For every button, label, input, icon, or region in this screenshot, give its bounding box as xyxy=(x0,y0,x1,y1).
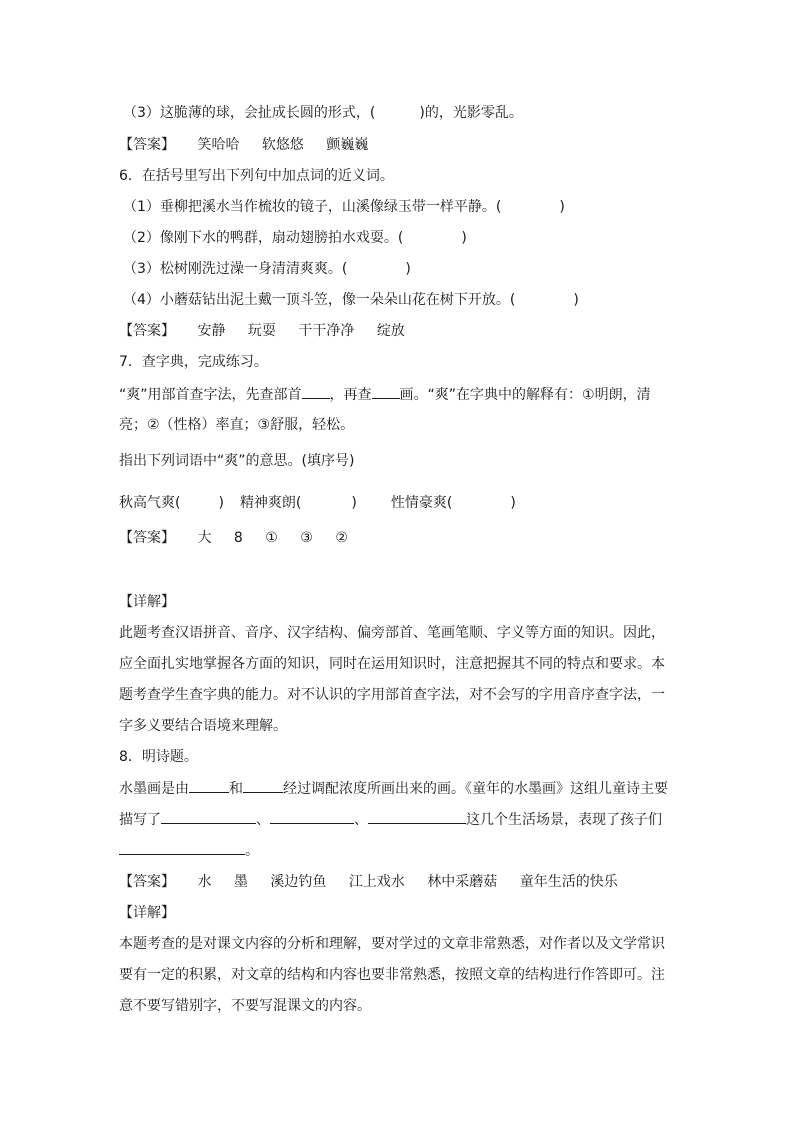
answer-label: 【答案】 xyxy=(119,137,175,153)
answer-value: ① xyxy=(265,530,278,546)
q8-line-3-end: 。 xyxy=(245,843,259,859)
answer-label: 【答案】 xyxy=(119,323,175,339)
answer-value: 墨 xyxy=(233,874,248,890)
q6-item-4-close: ) xyxy=(573,292,579,308)
q7-para-1 xyxy=(119,384,651,404)
answer-value: 大 xyxy=(197,530,212,546)
fill-blank xyxy=(302,384,330,399)
fill-blank xyxy=(372,384,400,399)
q6-item-1-text: （1）垂柳把溪水当作梳妆的镜子，山溪像绿玉带一样平静。( xyxy=(123,199,502,215)
fill-blank xyxy=(161,809,256,824)
answer-value: 颤巍巍 xyxy=(326,137,369,153)
answer-value: 玩耍 xyxy=(247,323,276,339)
q6-item-3 xyxy=(123,259,411,279)
q6-title: 6．在括号里写出下列句中加点词的近义词。 xyxy=(119,168,394,184)
answer-label: 【答案】 xyxy=(119,874,175,890)
q5-item-3 xyxy=(123,103,523,123)
answer-value: 干干净净 xyxy=(298,323,355,339)
q8-line-2 xyxy=(119,809,662,829)
q5-answer xyxy=(119,135,368,155)
q8-line-1-b: 和 xyxy=(229,781,243,797)
q7-title: 7．查字典，完成练习。 xyxy=(119,354,268,370)
q7-detail-line: 此题考查汉语拼音、音序、汉字结构、偏旁部首、笔画笔顺、字义等方面的知识。因此， xyxy=(119,625,665,641)
q8-line-1-a: 水墨画是由 xyxy=(119,781,189,797)
q8-line-2-b: 这几个生活场景，表现了孩子们 xyxy=(466,812,662,828)
q6-item-1 xyxy=(123,197,565,217)
q8-detail-label: 【详解】 xyxy=(119,905,175,921)
q7-para-2: 亮；②（性格）率直；③舒服，轻松。 xyxy=(119,417,355,433)
q7-answer xyxy=(119,528,348,548)
q8-detail-line: 意不要写错别字，不要写混课文的内容。 xyxy=(119,998,371,1014)
q7-word-3: 性情豪爽( xyxy=(390,495,453,511)
q6-item-2-text: （2）像刚下水的鸭群，扇动翅膀拍水戏耍。( xyxy=(123,230,404,246)
fill-blank xyxy=(119,840,245,855)
q7-para-1-c: 画。“爽”在字典中的解释有：①明朗，清 xyxy=(399,387,651,403)
q6-item-2 xyxy=(123,228,467,248)
q8-answer xyxy=(119,872,618,892)
answer-value: 水 xyxy=(197,874,212,890)
q7-instruction: 指出下列词语中“爽”的意思。(填序号) xyxy=(119,453,355,469)
answer-value: 8 xyxy=(233,530,243,546)
q6-item-1-close: ) xyxy=(559,199,565,215)
q7-detail-label: 【详解】 xyxy=(119,594,175,610)
q8-line-1-c: 经过调配浓度所画出来的画。《童年的水墨画》这组儿童诗主要 xyxy=(283,781,668,797)
q7-para-1-a: “爽”用部首查字法，先查部首 xyxy=(119,387,302,403)
answer-value: ③ xyxy=(300,530,313,546)
answer-value: 江上戏水 xyxy=(348,874,405,890)
q8-line-1 xyxy=(119,778,668,798)
q8-line-2-sep: 、 xyxy=(256,812,270,828)
q7-para-1-b: ，再查 xyxy=(329,387,372,403)
q6-item-4 xyxy=(123,290,579,310)
answer-value: 笑哈哈 xyxy=(197,137,240,153)
q7-word-2-close: ) xyxy=(351,495,357,511)
answer-value: 童年生活的快乐 xyxy=(519,874,618,890)
answer-value: ② xyxy=(335,530,348,546)
q6-item-4-text: （4）小蘑菇钻出泥土戴一顶斗笠，像一朵朵山花在树下开放。( xyxy=(123,292,516,308)
q5-item-3-text: （3）这脆薄的球，会扯成长圆的形式，( xyxy=(123,105,376,121)
answer-value: 林中采蘑菇 xyxy=(427,874,498,890)
q7-detail-line: 字多义要结合语境来理解。 xyxy=(119,718,287,734)
q7-word-2: 精神爽朗( xyxy=(239,495,302,511)
q6-answer xyxy=(119,321,405,341)
q8-line-2-sep: 、 xyxy=(354,812,368,828)
q7-words xyxy=(119,493,516,513)
answer-label: 【答案】 xyxy=(119,530,175,546)
q6-item-3-close: ) xyxy=(405,261,411,277)
answer-value: 软悠悠 xyxy=(261,137,304,153)
q7-detail-line: 应全面扎实地掌握各方面的知识，同时在运用知识时，注意把握其不同的特点和要求。本 xyxy=(119,656,665,672)
q7-word-1-close: ) xyxy=(218,495,224,511)
q8-title: 8．明诗题。 xyxy=(119,749,198,765)
q6-item-2-close: ) xyxy=(461,230,467,246)
fill-blank xyxy=(243,778,283,793)
q7-detail-line: 题考查学生查字典的能力。对不认识的字用部首查字法，对不会写的字用音序查字法，一 xyxy=(119,687,665,703)
q6-item-3-text: （3）松树刚洗过澡一身清清爽爽。( xyxy=(123,261,348,277)
answer-value: 安静 xyxy=(197,323,226,339)
answer-value: 溪边钓鱼 xyxy=(270,874,327,890)
q7-word-3-close: ) xyxy=(510,495,516,511)
q8-line-2-a: 描写了 xyxy=(119,812,161,828)
q8-line-3 xyxy=(119,840,259,860)
q8-detail-line: 本题考查的是对课文内容的分析和理解，要对学过的文章非常熟悉，对作者以及文学常识 xyxy=(119,936,665,952)
q8-detail-line: 要有一定的积累，对文章的结构和内容也要非常熟悉，按照文章的结构进行作答即可。注 xyxy=(119,967,665,983)
answer-value: 绽放 xyxy=(376,323,405,339)
fill-blank xyxy=(270,809,354,824)
q7-word-1: 秋高气爽( xyxy=(119,495,181,511)
q5-item-3-close: )的，光影零乱。 xyxy=(419,105,523,121)
fill-blank xyxy=(368,809,466,824)
fill-blank xyxy=(189,778,229,793)
